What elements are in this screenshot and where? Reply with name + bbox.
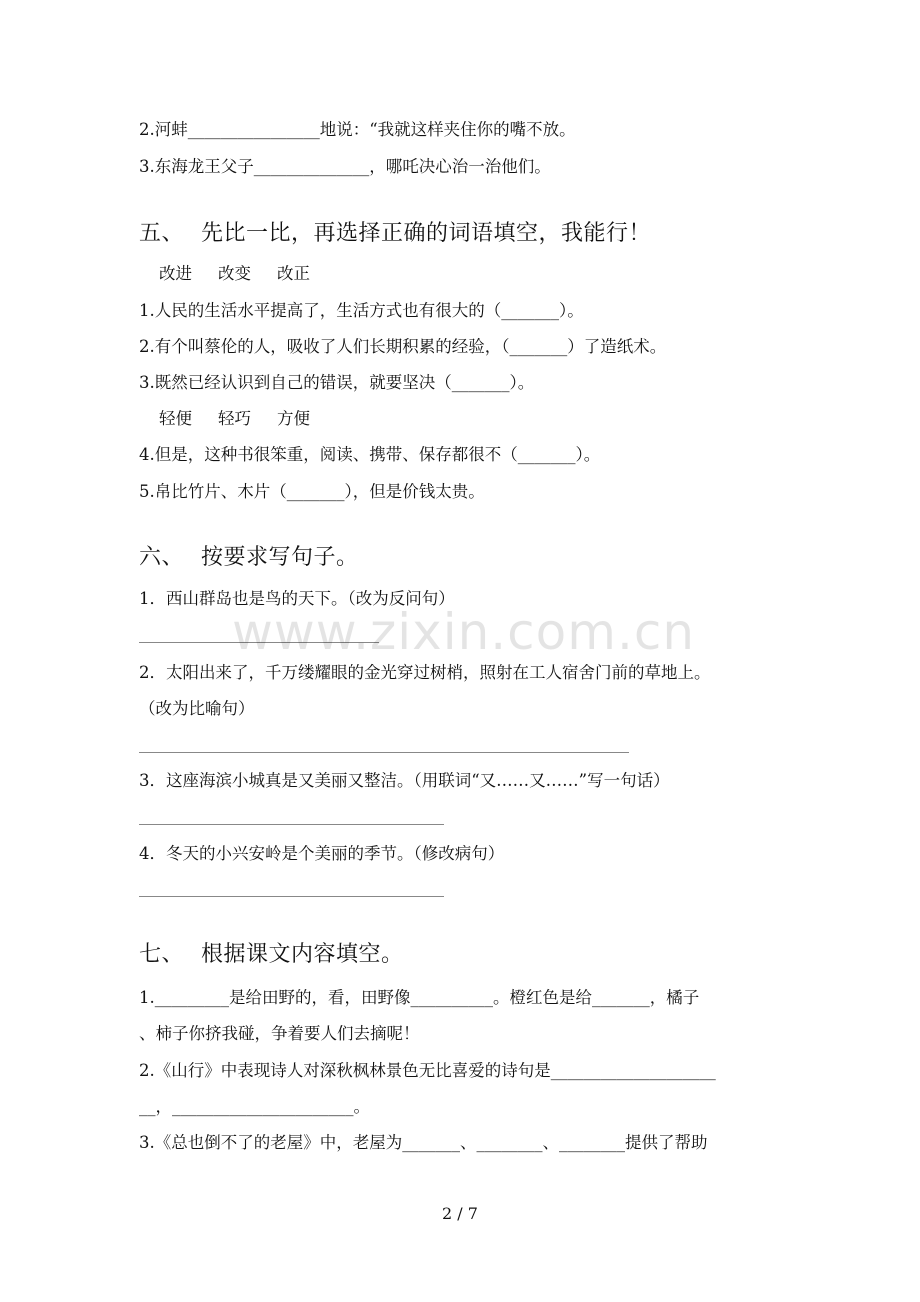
section-6-question-4: 4．冬天的小兴安岭是个美丽的季节。（修改病句） [139,844,505,863]
section-6-heading [139,543,359,573]
section-7-question-1: 1._________是给田野的，看，田野像__________。橙红色是给_______，橘子 [139,988,700,1007]
section-5-number: 五、 [139,221,185,246]
section-6-question-2-note: （改为比喻句） [139,699,255,718]
word-option: 改正 [277,264,310,283]
answer-line [139,896,444,897]
section-6-question-1: 1．西山群岛也是鸟的天下。（改为反问句） [139,589,455,608]
word-option: 改变 [218,264,251,283]
page-number: 2 / 7 [442,1204,478,1223]
section-7-title: 根据课文内容填空。 [201,942,404,967]
word-group-2 [159,407,336,431]
section-7-number: 七、 [139,942,185,967]
answer-line [139,752,629,753]
section-7-question-2-cont: __，______________________。 [139,1097,370,1116]
section-6-question-3: 3．这座海滨小城真是又美丽又整洁。（用联词“又……又……”写一句话） [139,771,670,790]
section-5-heading [139,219,651,249]
section-5-question-5: 5.帛比竹片、木片（_______），但是价钱太贵。 [139,482,485,501]
section-5-question-4: 4.但是，这种书很笨重，阅读、携带、保存都很不（_______）。 [139,445,601,464]
answer-line [139,824,444,825]
section-7-question-1-cont: 、柿子你挤我碰，争着要人们去摘呢！ [139,1024,420,1043]
word-option: 改进 [159,264,192,283]
section-7-question-3: 3.《总也倒不了的老屋》中，老屋为_______、________、________提供了帮助 [139,1133,708,1152]
section-6-number: 六、 [139,545,185,570]
top-question-3: 3.东海龙王父子______________，哪吒决心治一治他们。 [139,157,551,176]
section-6-title: 按要求写句子。 [201,545,359,570]
section-6-question-2: 2．太阳出来了，千万缕耀眼的金光穿过树梢，照射在工人宿舍门前的草地上。 [139,663,711,682]
top-question-2: 2.河蚌________________地说：“我就这样夹住你的嘴不放。 [139,120,576,139]
section-5-question-2: 2.有个叫蔡伦的人，吸收了人们长期积累的经验，（_______）了造纸术。 [139,337,667,356]
section-5-question-1: 1.人民的生活水平提高了，生活方式也有很大的（_______）。 [139,301,584,320]
watermark: www.zixin.com.cn [232,603,696,661]
section-7-heading [139,940,404,970]
word-option: 轻巧 [218,409,251,428]
section-5-title: 先比一比，再选择正确的词语填空，我能行！ [201,221,652,246]
word-option: 方便 [277,409,310,428]
section-7-question-2: 2.《山行》中表现诗人对深秋枫林景色无比喜爱的诗句是____________________ [139,1061,716,1080]
word-group-1 [159,262,336,286]
section-5-question-3: 3.既然已经认识到自己的错误，就要坚决（_______）。 [139,373,535,392]
word-option: 轻便 [159,409,192,428]
